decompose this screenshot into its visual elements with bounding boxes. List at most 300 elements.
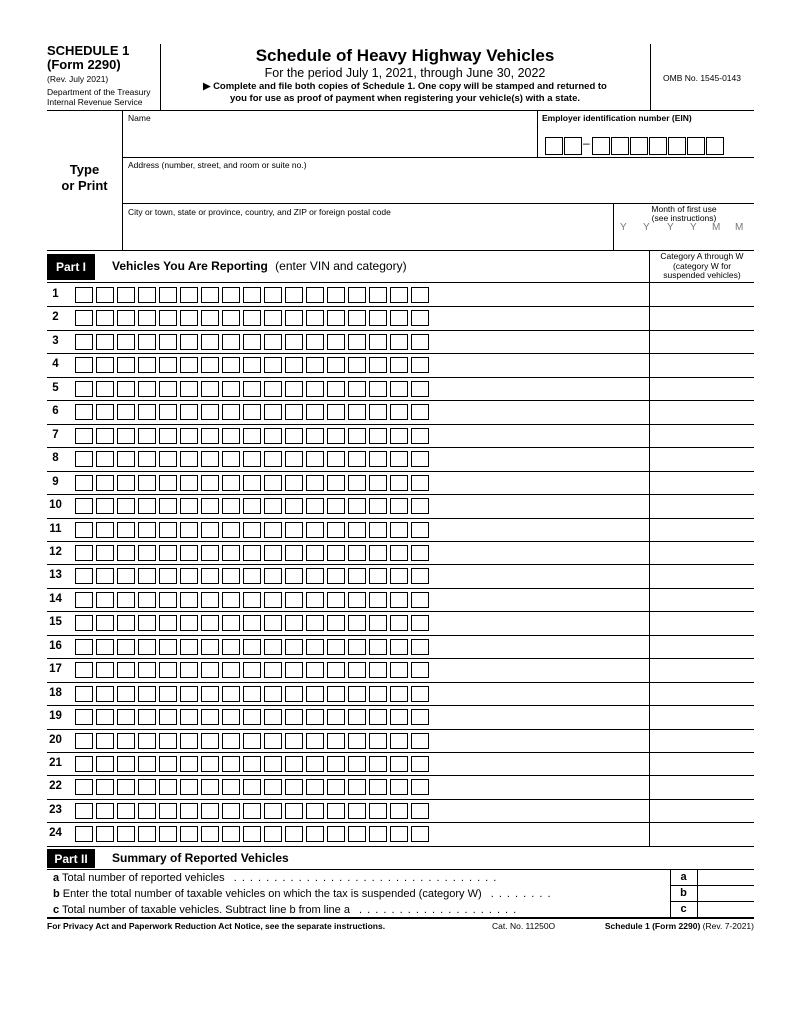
vin-character-box[interactable]: [75, 545, 93, 561]
vin-character-box[interactable]: [264, 357, 282, 373]
vin-character-box[interactable]: [306, 334, 324, 350]
vin-character-box[interactable]: [411, 756, 429, 772]
vin-character-box[interactable]: [390, 733, 408, 749]
vin-character-box[interactable]: [369, 475, 387, 491]
vin-character-box[interactable]: [96, 779, 114, 795]
vin-character-box[interactable]: [138, 826, 156, 842]
vin-character-box[interactable]: [117, 357, 135, 373]
vin-character-box[interactable]: [327, 803, 345, 819]
vin-character-box[interactable]: [327, 545, 345, 561]
vin-character-box[interactable]: [285, 475, 303, 491]
vin-character-box[interactable]: [180, 662, 198, 678]
vin-character-box[interactable]: [327, 615, 345, 631]
vehicle-category-field[interactable]: [650, 448, 754, 469]
vin-character-box[interactable]: [306, 662, 324, 678]
vin-character-box[interactable]: [369, 568, 387, 584]
vin-character-box[interactable]: [348, 545, 366, 561]
vin-character-box[interactable]: [411, 709, 429, 725]
vin-character-box[interactable]: [180, 428, 198, 444]
vin-character-box[interactable]: [180, 779, 198, 795]
vin-character-box[interactable]: [138, 522, 156, 538]
vin-character-box[interactable]: [264, 287, 282, 303]
vin-character-box[interactable]: [222, 287, 240, 303]
vin-character-box[interactable]: [327, 428, 345, 444]
vin-character-box[interactable]: [285, 404, 303, 420]
vin-character-box[interactable]: [138, 334, 156, 350]
vin-character-box[interactable]: [75, 498, 93, 514]
vin-character-box[interactable]: [75, 451, 93, 467]
vin-character-box[interactable]: [222, 404, 240, 420]
vin-character-box[interactable]: [327, 334, 345, 350]
vin-character-box[interactable]: [222, 733, 240, 749]
vin-character-box[interactable]: [75, 826, 93, 842]
vin-character-box[interactable]: [348, 451, 366, 467]
vin-character-box[interactable]: [138, 686, 156, 702]
vin-character-box[interactable]: [159, 498, 177, 514]
vin-character-box[interactable]: [96, 686, 114, 702]
vin-character-box[interactable]: [75, 475, 93, 491]
vin-character-box[interactable]: [306, 686, 324, 702]
vehicle-category-field[interactable]: [650, 331, 754, 352]
vin-character-box[interactable]: [243, 334, 261, 350]
ein-digit-box[interactable]: [668, 137, 686, 155]
vin-character-box[interactable]: [159, 475, 177, 491]
vin-character-box[interactable]: [243, 522, 261, 538]
vin-character-box[interactable]: [411, 545, 429, 561]
vin-character-box[interactable]: [96, 475, 114, 491]
vin-character-box[interactable]: [264, 451, 282, 467]
vin-character-box[interactable]: [348, 756, 366, 772]
vehicle-category-field[interactable]: [650, 823, 754, 844]
vin-character-box[interactable]: [306, 381, 324, 397]
vin-character-box[interactable]: [243, 709, 261, 725]
vin-character-box[interactable]: [222, 592, 240, 608]
vin-character-box[interactable]: [117, 615, 135, 631]
vin-character-box[interactable]: [75, 522, 93, 538]
vin-character-box[interactable]: [243, 779, 261, 795]
vin-character-box[interactable]: [411, 381, 429, 397]
vin-character-box[interactable]: [327, 475, 345, 491]
vin-character-box[interactable]: [159, 709, 177, 725]
vehicle-category-field[interactable]: [650, 753, 754, 774]
vin-character-box[interactable]: [159, 662, 177, 678]
vin-character-box[interactable]: [138, 475, 156, 491]
vin-character-box[interactable]: [222, 639, 240, 655]
vin-character-box[interactable]: [369, 451, 387, 467]
vin-character-box[interactable]: [180, 592, 198, 608]
vin-character-box[interactable]: [138, 568, 156, 584]
vin-character-box[interactable]: [348, 592, 366, 608]
vin-character-box[interactable]: [390, 592, 408, 608]
vin-character-box[interactable]: [390, 498, 408, 514]
vin-character-box[interactable]: [243, 451, 261, 467]
vin-character-box[interactable]: [327, 639, 345, 655]
vin-character-box[interactable]: [348, 498, 366, 514]
vin-character-box[interactable]: [327, 451, 345, 467]
vin-character-box[interactable]: [138, 803, 156, 819]
vin-character-box[interactable]: [201, 592, 219, 608]
vin-character-box[interactable]: [180, 404, 198, 420]
vin-character-box[interactable]: [390, 357, 408, 373]
ein-digit-box[interactable]: [564, 137, 582, 155]
vin-character-box[interactable]: [369, 522, 387, 538]
vin-character-box[interactable]: [117, 709, 135, 725]
vin-character-box[interactable]: [180, 756, 198, 772]
vehicle-category-field[interactable]: [650, 542, 754, 563]
vin-character-box[interactable]: [117, 568, 135, 584]
vin-character-box[interactable]: [390, 287, 408, 303]
vin-character-box[interactable]: [264, 592, 282, 608]
vin-character-box[interactable]: [369, 334, 387, 350]
vin-character-box[interactable]: [96, 498, 114, 514]
vin-character-box[interactable]: [306, 287, 324, 303]
vin-character-box[interactable]: [117, 756, 135, 772]
vin-character-box[interactable]: [348, 404, 366, 420]
vin-character-box[interactable]: [180, 803, 198, 819]
vin-character-box[interactable]: [138, 662, 156, 678]
vin-character-box[interactable]: [285, 381, 303, 397]
vin-character-box[interactable]: [117, 826, 135, 842]
vin-character-box[interactable]: [180, 568, 198, 584]
ein-digit-box[interactable]: [611, 137, 629, 155]
vehicle-category-field[interactable]: [650, 378, 754, 399]
vin-character-box[interactable]: [201, 357, 219, 373]
vin-character-box[interactable]: [138, 287, 156, 303]
vin-character-box[interactable]: [96, 428, 114, 444]
vin-character-box[interactable]: [117, 334, 135, 350]
vin-character-box[interactable]: [201, 615, 219, 631]
vin-character-box[interactable]: [348, 310, 366, 326]
vin-character-box[interactable]: [117, 498, 135, 514]
vin-character-box[interactable]: [96, 615, 114, 631]
vin-character-box[interactable]: [390, 662, 408, 678]
vin-character-box[interactable]: [369, 381, 387, 397]
vin-character-box[interactable]: [222, 662, 240, 678]
vin-character-box[interactable]: [327, 826, 345, 842]
vin-character-box[interactable]: [327, 592, 345, 608]
vin-character-box[interactable]: [285, 662, 303, 678]
vin-character-box[interactable]: [201, 475, 219, 491]
vin-character-box[interactable]: [285, 428, 303, 444]
vehicle-category-field[interactable]: [650, 659, 754, 680]
vin-character-box[interactable]: [75, 733, 93, 749]
vin-character-box[interactable]: [369, 733, 387, 749]
vehicle-category-field[interactable]: [650, 307, 754, 328]
vin-character-box[interactable]: [369, 404, 387, 420]
vin-character-box[interactable]: [411, 662, 429, 678]
vin-character-box[interactable]: [411, 451, 429, 467]
vin-character-box[interactable]: [327, 756, 345, 772]
vin-character-box[interactable]: [201, 568, 219, 584]
vin-character-box[interactable]: [138, 428, 156, 444]
vin-character-box[interactable]: [201, 709, 219, 725]
vin-character-box[interactable]: [306, 428, 324, 444]
vin-character-box[interactable]: [138, 639, 156, 655]
vin-character-box[interactable]: [411, 404, 429, 420]
vin-character-box[interactable]: [201, 310, 219, 326]
vin-character-box[interactable]: [285, 779, 303, 795]
vin-character-box[interactable]: [264, 639, 282, 655]
vin-character-box[interactable]: [159, 334, 177, 350]
vin-character-box[interactable]: [138, 756, 156, 772]
vin-character-box[interactable]: [285, 803, 303, 819]
vehicle-category-field[interactable]: [650, 706, 754, 727]
vin-character-box[interactable]: [264, 381, 282, 397]
vin-character-box[interactable]: [390, 428, 408, 444]
vin-character-box[interactable]: [348, 733, 366, 749]
vin-character-box[interactable]: [222, 545, 240, 561]
vin-character-box[interactable]: [348, 826, 366, 842]
ein-digit-box[interactable]: [649, 137, 667, 155]
vin-character-box[interactable]: [306, 709, 324, 725]
vin-character-box[interactable]: [159, 545, 177, 561]
vin-character-box[interactable]: [201, 545, 219, 561]
vin-character-box[interactable]: [117, 803, 135, 819]
vin-character-box[interactable]: [180, 381, 198, 397]
vin-character-box[interactable]: [369, 545, 387, 561]
vin-character-box[interactable]: [222, 310, 240, 326]
vin-character-box[interactable]: [411, 287, 429, 303]
vin-character-box[interactable]: [411, 522, 429, 538]
vin-character-box[interactable]: [327, 381, 345, 397]
vin-character-box[interactable]: [285, 826, 303, 842]
vehicle-category-field[interactable]: [650, 401, 754, 422]
vin-character-box[interactable]: [222, 709, 240, 725]
vin-character-box[interactable]: [390, 803, 408, 819]
vin-character-box[interactable]: [75, 686, 93, 702]
vin-character-box[interactable]: [159, 451, 177, 467]
vin-character-box[interactable]: [243, 615, 261, 631]
vehicle-category-field[interactable]: [650, 683, 754, 704]
vin-character-box[interactable]: [75, 357, 93, 373]
vin-character-box[interactable]: [369, 826, 387, 842]
vin-character-box[interactable]: [243, 545, 261, 561]
vin-character-box[interactable]: [180, 475, 198, 491]
vin-character-box[interactable]: [411, 615, 429, 631]
vin-character-box[interactable]: [369, 357, 387, 373]
vin-character-box[interactable]: [75, 381, 93, 397]
vehicle-category-field[interactable]: [650, 495, 754, 516]
vin-character-box[interactable]: [411, 568, 429, 584]
vin-character-box[interactable]: [369, 756, 387, 772]
vin-character-box[interactable]: [369, 498, 387, 514]
vin-character-box[interactable]: [201, 662, 219, 678]
vin-character-box[interactable]: [306, 475, 324, 491]
vin-character-box[interactable]: [96, 545, 114, 561]
vin-character-box[interactable]: [264, 498, 282, 514]
vin-character-box[interactable]: [306, 803, 324, 819]
vin-character-box[interactable]: [117, 381, 135, 397]
vin-character-box[interactable]: [306, 568, 324, 584]
vin-character-box[interactable]: [285, 639, 303, 655]
vehicle-category-field[interactable]: [650, 730, 754, 751]
vin-character-box[interactable]: [159, 639, 177, 655]
vin-character-box[interactable]: [390, 779, 408, 795]
vin-character-box[interactable]: [138, 310, 156, 326]
vin-character-box[interactable]: [159, 287, 177, 303]
vin-character-box[interactable]: [285, 498, 303, 514]
vin-character-box[interactable]: [201, 803, 219, 819]
vin-character-box[interactable]: [264, 733, 282, 749]
month-first-use-field[interactable]: [614, 218, 754, 248]
vin-character-box[interactable]: [96, 826, 114, 842]
vin-character-box[interactable]: [327, 357, 345, 373]
vin-character-box[interactable]: [390, 381, 408, 397]
vin-character-box[interactable]: [180, 310, 198, 326]
vin-character-box[interactable]: [117, 686, 135, 702]
vin-character-box[interactable]: [285, 287, 303, 303]
vin-character-box[interactable]: [96, 592, 114, 608]
vin-character-box[interactable]: [75, 779, 93, 795]
vin-character-box[interactable]: [285, 310, 303, 326]
vin-character-box[interactable]: [306, 639, 324, 655]
vin-character-box[interactable]: [243, 498, 261, 514]
vin-character-box[interactable]: [75, 639, 93, 655]
vin-character-box[interactable]: [390, 334, 408, 350]
vin-character-box[interactable]: [222, 334, 240, 350]
vin-character-box[interactable]: [222, 428, 240, 444]
vin-character-box[interactable]: [390, 709, 408, 725]
vin-character-box[interactable]: [264, 756, 282, 772]
vin-character-box[interactable]: [348, 662, 366, 678]
vin-character-box[interactable]: [117, 428, 135, 444]
vin-character-box[interactable]: [222, 826, 240, 842]
vin-character-box[interactable]: [369, 428, 387, 444]
ein-digit-box[interactable]: [545, 137, 563, 155]
vin-character-box[interactable]: [180, 826, 198, 842]
vin-character-box[interactable]: [243, 310, 261, 326]
vin-character-box[interactable]: [348, 475, 366, 491]
vin-character-box[interactable]: [96, 287, 114, 303]
vin-character-box[interactable]: [285, 592, 303, 608]
vin-character-box[interactable]: [159, 404, 177, 420]
vin-character-box[interactable]: [369, 615, 387, 631]
vin-character-box[interactable]: [327, 662, 345, 678]
vehicle-category-field[interactable]: [650, 472, 754, 493]
vin-character-box[interactable]: [264, 334, 282, 350]
vin-character-box[interactable]: [75, 709, 93, 725]
vin-character-box[interactable]: [348, 639, 366, 655]
vin-character-box[interactable]: [348, 615, 366, 631]
vin-character-box[interactable]: [264, 615, 282, 631]
vin-character-box[interactable]: [411, 475, 429, 491]
vin-character-box[interactable]: [180, 733, 198, 749]
vin-character-box[interactable]: [411, 428, 429, 444]
vin-character-box[interactable]: [411, 779, 429, 795]
vin-character-box[interactable]: [96, 451, 114, 467]
vin-character-box[interactable]: [180, 545, 198, 561]
vin-character-box[interactable]: [306, 615, 324, 631]
vin-character-box[interactable]: [180, 522, 198, 538]
vin-character-box[interactable]: [243, 568, 261, 584]
vin-character-box[interactable]: [264, 310, 282, 326]
vin-character-box[interactable]: [243, 287, 261, 303]
vin-character-box[interactable]: [411, 686, 429, 702]
vin-character-box[interactable]: [243, 357, 261, 373]
vin-character-box[interactable]: [96, 357, 114, 373]
vehicle-category-field[interactable]: [650, 800, 754, 821]
vin-character-box[interactable]: [159, 615, 177, 631]
vin-character-box[interactable]: [201, 287, 219, 303]
vin-character-box[interactable]: [117, 662, 135, 678]
vin-character-box[interactable]: [75, 568, 93, 584]
vin-character-box[interactable]: [201, 381, 219, 397]
vin-character-box[interactable]: [327, 522, 345, 538]
vin-character-box[interactable]: [222, 615, 240, 631]
vin-character-box[interactable]: [222, 357, 240, 373]
vin-character-box[interactable]: [390, 451, 408, 467]
vin-character-box[interactable]: [96, 662, 114, 678]
vin-character-box[interactable]: [117, 404, 135, 420]
vehicle-category-field[interactable]: [650, 776, 754, 797]
vin-character-box[interactable]: [243, 803, 261, 819]
vin-character-box[interactable]: [180, 709, 198, 725]
vin-character-box[interactable]: [369, 803, 387, 819]
vin-character-box[interactable]: [411, 310, 429, 326]
vin-character-box[interactable]: [348, 334, 366, 350]
vin-character-box[interactable]: [201, 451, 219, 467]
vin-character-box[interactable]: [369, 686, 387, 702]
vin-character-box[interactable]: [117, 545, 135, 561]
vin-character-box[interactable]: [180, 498, 198, 514]
vin-character-box[interactable]: [138, 709, 156, 725]
vin-character-box[interactable]: [390, 756, 408, 772]
vin-character-box[interactable]: [243, 428, 261, 444]
vin-character-box[interactable]: [348, 709, 366, 725]
vehicle-category-field[interactable]: [650, 425, 754, 446]
vin-character-box[interactable]: [138, 779, 156, 795]
vin-character-box[interactable]: [327, 779, 345, 795]
vin-character-box[interactable]: [159, 310, 177, 326]
vin-character-box[interactable]: [222, 498, 240, 514]
vin-character-box[interactable]: [306, 357, 324, 373]
city-field[interactable]: [124, 218, 612, 248]
vin-character-box[interactable]: [159, 826, 177, 842]
vin-character-box[interactable]: [243, 662, 261, 678]
vin-character-box[interactable]: [327, 310, 345, 326]
vin-character-box[interactable]: [201, 498, 219, 514]
vin-character-box[interactable]: [327, 709, 345, 725]
vin-character-box[interactable]: [201, 334, 219, 350]
vin-character-box[interactable]: [222, 568, 240, 584]
vin-character-box[interactable]: [243, 639, 261, 655]
vin-character-box[interactable]: [96, 404, 114, 420]
vin-character-box[interactable]: [117, 733, 135, 749]
vin-character-box[interactable]: [327, 287, 345, 303]
vin-character-box[interactable]: [327, 498, 345, 514]
vin-character-box[interactable]: [243, 686, 261, 702]
vin-character-box[interactable]: [348, 779, 366, 795]
vin-character-box[interactable]: [390, 826, 408, 842]
vin-character-box[interactable]: [159, 733, 177, 749]
vin-character-box[interactable]: [159, 686, 177, 702]
vin-character-box[interactable]: [159, 779, 177, 795]
ein-digit-box[interactable]: [630, 137, 648, 155]
vin-character-box[interactable]: [264, 709, 282, 725]
vin-character-box[interactable]: [201, 733, 219, 749]
vin-character-box[interactable]: [138, 451, 156, 467]
vin-character-box[interactable]: [285, 615, 303, 631]
vin-character-box[interactable]: [96, 522, 114, 538]
vin-character-box[interactable]: [243, 756, 261, 772]
vin-character-box[interactable]: [75, 404, 93, 420]
total-reported-vehicles-field[interactable]: [698, 870, 754, 885]
vin-character-box[interactable]: [348, 522, 366, 538]
vin-character-box[interactable]: [411, 826, 429, 842]
vin-character-box[interactable]: [75, 615, 93, 631]
vin-character-box[interactable]: [348, 568, 366, 584]
vin-character-box[interactable]: [306, 498, 324, 514]
